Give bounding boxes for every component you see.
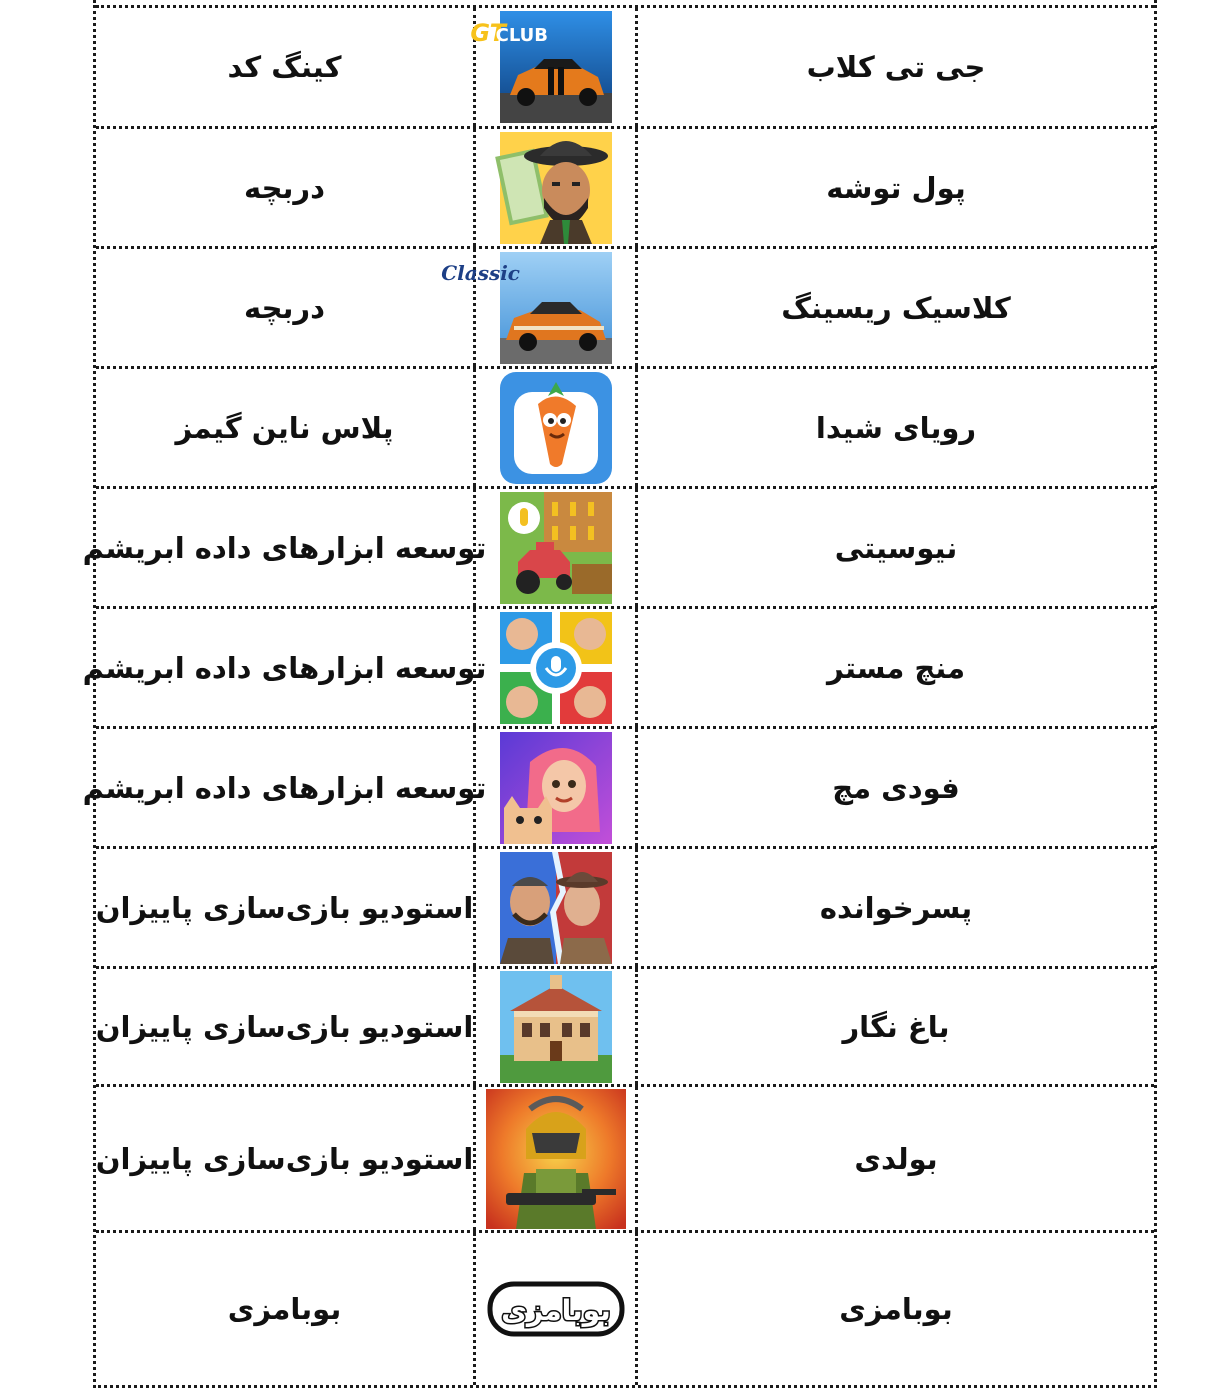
- app-name-cell: منچ مستر: [826, 650, 966, 685]
- table-row: [96, 5, 1154, 126]
- apps-table: [82, 0, 1157, 1388]
- app-name-cell: کلاسیک ریسینگ: [781, 290, 1011, 325]
- icon-cell: [476, 1233, 638, 1385]
- developer-cell: دربچه: [96, 249, 476, 366]
- svg-text:GT: GT: [469, 19, 506, 47]
- developer-cell: پلاس ناین گیمز: [96, 369, 476, 486]
- bobamzi-logo-text: بوبامزی: [500, 1294, 611, 1327]
- app-name-cell: جی تی کلاب: [806, 50, 986, 84]
- svg-text:CLUB: CLUB: [495, 25, 548, 46]
- developer-cell: کینگ کد: [96, 8, 476, 126]
- table-row: [96, 1230, 1154, 1385]
- mansion-icon: [500, 971, 612, 1083]
- svg-text:Classic: Classic: [440, 260, 520, 285]
- ludo-mic-icon: [500, 612, 612, 724]
- icon-cell: [476, 609, 638, 726]
- app-name-cell: نیوسیتی: [834, 530, 958, 565]
- icon-cell: [476, 1087, 638, 1230]
- developer-cell: توسعه ابزارهای داده ابریشم: [96, 729, 476, 846]
- soldier-helmet-icon: [486, 1089, 626, 1229]
- developer-cell: توسعه ابزارهای داده ابریشم: [96, 609, 476, 726]
- icon-cell: [476, 849, 638, 966]
- icon-cell: [476, 369, 638, 486]
- app-name-cell: باغ نگار: [842, 1009, 950, 1044]
- app-name-cell: پسرخوانده: [819, 890, 973, 925]
- table-row: [82, 726, 1154, 846]
- money-man-hat-icon: [500, 132, 612, 244]
- table-row: [96, 246, 1154, 366]
- icon-cell: [476, 969, 638, 1084]
- developer-cell: توسعه ابزارهای داده ابریشم: [96, 489, 476, 606]
- table-row: [82, 486, 1154, 606]
- gt-club-car-icon: [469, 11, 612, 123]
- table-row: [96, 126, 1154, 246]
- icon-cell: [476, 489, 638, 606]
- icon-cell: [469, 8, 638, 126]
- developer-cell: استودیو بازی‌سازی پاییزان: [96, 1087, 476, 1230]
- app-name-cell: بوبامزی: [839, 1292, 953, 1326]
- icon-cell: [476, 129, 638, 246]
- icon-cell: [476, 729, 638, 846]
- mafia-men-icon: [500, 852, 612, 964]
- girl-cat-icon: [500, 732, 612, 844]
- developer-cell: بوبامزی: [96, 1233, 476, 1385]
- app-name-cell: بولدی: [854, 1141, 938, 1176]
- icon-cell: [440, 249, 638, 366]
- classic-car-icon: [440, 252, 612, 364]
- app-name-cell: رویای شیدا: [815, 410, 977, 445]
- carrot-tile-icon: [500, 372, 612, 484]
- table-row: [96, 966, 1154, 1084]
- table-row: [82, 606, 1154, 726]
- developer-cell: استودیو بازی‌سازی پاییزان: [96, 969, 476, 1084]
- farm-tractor-icon: [500, 492, 612, 604]
- developer-cell: استودیو بازی‌سازی پاییزان: [96, 849, 476, 966]
- table-row: [96, 366, 1154, 486]
- app-name-cell: پول توشه: [826, 170, 966, 205]
- table-row: [96, 1084, 1154, 1230]
- bobamzi-logo-icon: [486, 1274, 626, 1344]
- table-row: [96, 846, 1154, 966]
- developer-cell: دربچه: [96, 129, 476, 246]
- app-name-cell: فودی مچ: [832, 770, 960, 805]
